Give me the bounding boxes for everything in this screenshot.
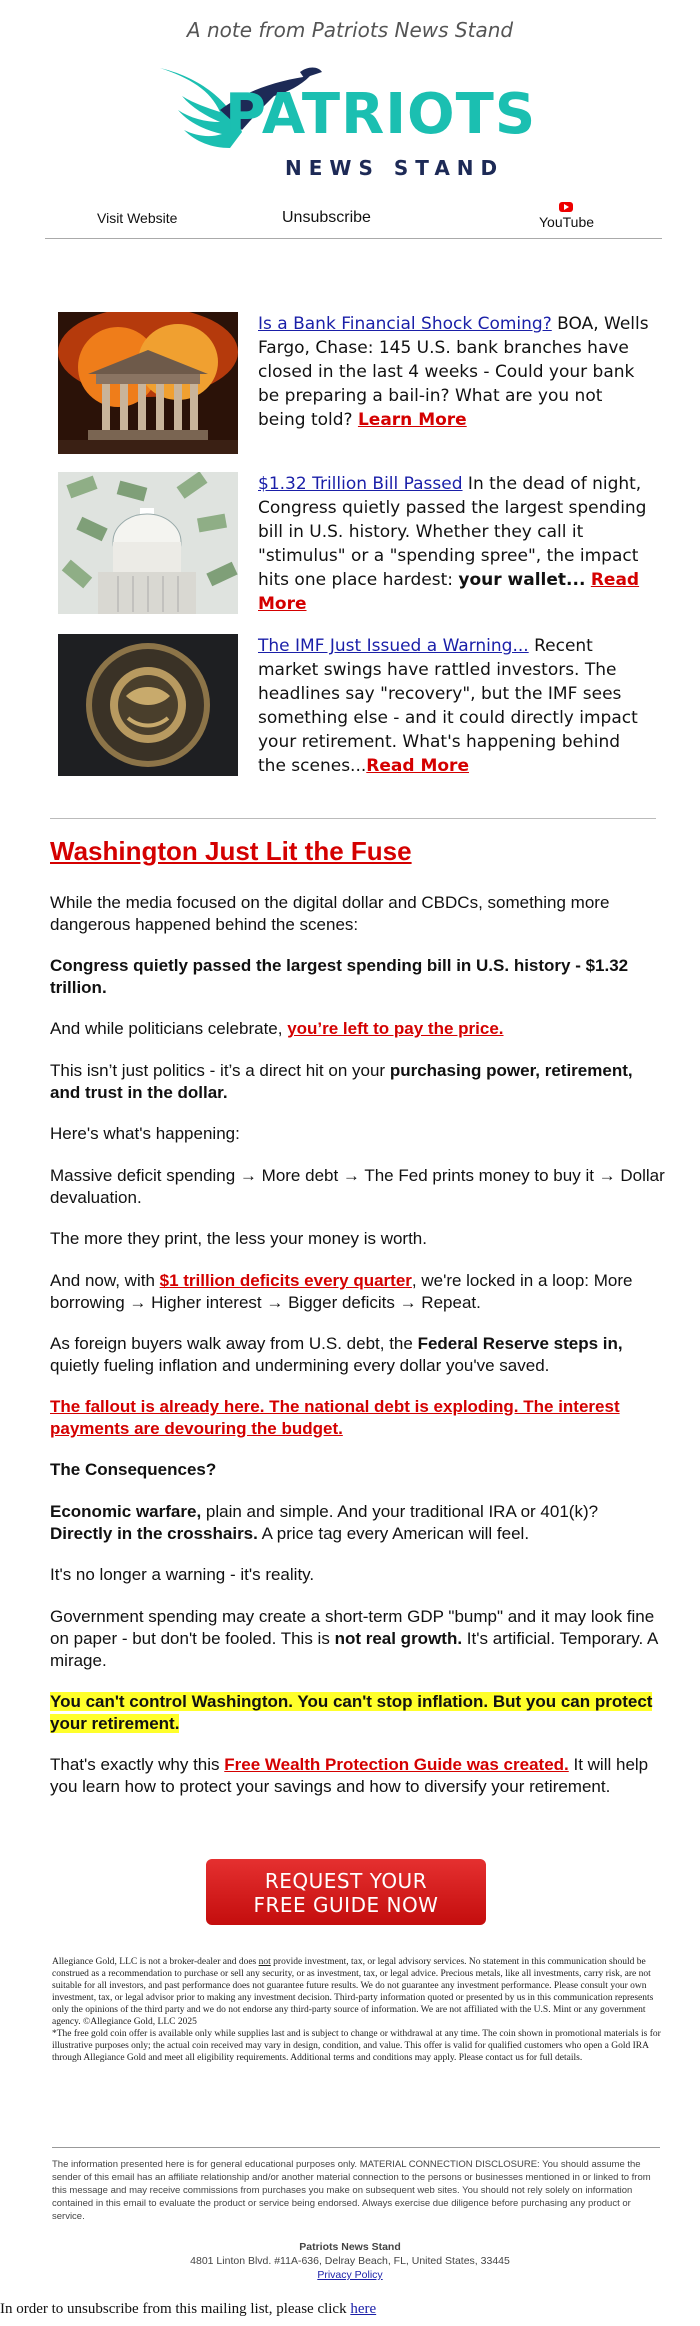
header-note: A note from Patriots News Stand [186, 18, 514, 42]
article-title-link[interactable]: Is a Bank Financial Shock Coming? [258, 314, 552, 334]
header-divider [45, 238, 662, 239]
paragraph [50, 1396, 665, 1440]
paragraph: And now, with $1 trillion deficits every quarter, we're locked in a loop: More borrowing → Higher interest → Bigger deficits → Repeat. [50, 1271, 633, 1312]
paragraph: It's no longer a warning - it's reality. [50, 1565, 315, 1584]
paragraph: Government spending may create a short-term GDP "bump" and it may look fine on paper - but don't be fooled. This is not real growth. It's artificial. Temporary. A mirage. [50, 1607, 658, 1670]
footer-name: Patriots News Stand [299, 2241, 401, 2253]
paragraph: That's exactly why this Free Wealth Protection Guide was created. It will help you learn how to protect your savings and how to diversify your retirement. [50, 1755, 649, 1796]
article-thumbnail[interactable] [58, 472, 238, 614]
disclosure-text: The information presented here is for general educational purposes only. MATERIAL CONNECTION DISCLOSURE: You should assume the sender of this email has an affiliate relationship and/or another material connection to the persons or businesses mentioned in or linked to from this message and may receive commissions from purchases you make on subsequent web sites. You should not rely solely on information contained in this email to evaluate the product or service being endorsed. Always exercise due diligence before purchasing any product or service. [52, 2159, 651, 2222]
paragraph: And while politicians celebrate, you’re left to pay the price. [50, 1019, 504, 1038]
article-body: BOA, Wells Fargo, Chase: 145 U.S. bank branches have closed in the last 4 weeks - Could your bank be preparing a bail-in? What are you not being told? [258, 314, 649, 430]
paragraph: As foreign buyers walk away from U.S. debt, the Federal Reserve steps in, quietly fueling inflation and undermining every dollar you've saved. [50, 1334, 623, 1375]
article-card [58, 312, 658, 462]
request-guide-button[interactable] [206, 1859, 486, 1925]
section-divider [50, 818, 656, 819]
inline-link[interactable]: you’re left to pay the price. [287, 1019, 504, 1038]
cta-line-1: REQUEST YOUR [264, 1869, 428, 1893]
article-body-bold: your wallet... [458, 570, 586, 590]
article-text [258, 634, 653, 778]
main-headline-link[interactable]: Washington Just Lit the Fuse [50, 836, 412, 866]
visit-website-link[interactable]: Visit Website [97, 210, 178, 226]
read-more-link[interactable]: Read More [366, 756, 469, 776]
paragraph: The more they print, the less your money is worth. [50, 1229, 427, 1248]
paragraph: While the media focused on the digital dollar and CBDCs, something more dangerous happened behind the scenes: [50, 893, 610, 934]
paragraph: Economic warfare, plain and simple. And your traditional IRA or 401(k)? Directly in the crosshairs. A price tag every American will feel. [50, 1502, 599, 1543]
header-nav [45, 202, 655, 232]
inline-link[interactable]: Free Wealth Protection Guide was created. [224, 1755, 569, 1774]
cta-line-2: FREE GUIDE NOW [253, 1893, 439, 1917]
paragraph: Here's what's happening: [50, 1124, 240, 1143]
youtube-link[interactable]: YouTube [539, 214, 595, 230]
learn-more-link[interactable]: Learn More [357, 410, 467, 430]
article-text [258, 472, 653, 616]
paragraph: The Consequences? [50, 1460, 217, 1479]
paragraph: This isn’t just politics - it’s a direct hit on your purchasing power, retirement, and trust in the dollar. [50, 1061, 633, 1102]
paragraph: Congress quietly passed the largest spending bill in U.S. history - $1.32 trillion. [50, 956, 629, 997]
inline-link[interactable]: The fallout is already here. The national debt is exploding. The interest payments are devouring the budget. [50, 1397, 620, 1438]
youtube-icon[interactable] [559, 202, 573, 212]
article-card [58, 472, 658, 622]
article-title-link[interactable]: $1.32 Trillion Bill Passed [258, 474, 463, 494]
article-body: Recent market swings have rattled investors. The headlines say "recovery", but the IMF sees something else - and it could directly impact your retirement. What's happening behind the scenes... [258, 636, 638, 776]
brand-subtitle: NEWS STAND [285, 156, 505, 180]
inline-link[interactable]: $1 trillion deficits every quarter [159, 1271, 412, 1290]
footer [0, 2240, 700, 2282]
unsubscribe-link[interactable]: Unsubscribe [282, 209, 371, 226]
footer-address: 4801 Linton Blvd. #11A-636, Delray Beach, FL, United States, 33445 [190, 2255, 510, 2267]
article-body: In the dead of night, Congress quietly passed the largest spending bill in U.S. history. Whether they call it "stimulus" or a "spending spree", the impact hits one place hardest: [258, 474, 647, 590]
article-text [258, 312, 653, 432]
legal-text: Allegiance Gold, LLC is not a broker-dealer and does not provide investment, tax, or legal advisory services. No statement in this communication should be construed as a recommendation to purchase or sell any security, or as investment, tax, or legal advice. Precious metals, like all investments, carry risk, are not suitable for all investors, and past performance does not guarantee future results. We do not guarantee any investment performance. Please consult your own investment, tax, or legal advisor prior to making any investment decision. Third-party information quoted or presented by us in this communication represents only the opinions of the third party and we do not endorse any third-party source of information. We are not affiliated with the U.S. Mint or any government agency. ©Allegiance Gold, LLC 2025 *The free gold coin offer is available only while supplies last and is subject to change or withdrawal at any time. The coin shown in promotional materials is for illustrative purposes only; the actual coin received may vary in design, condition, and value. This offer is valid for qualified customers who open a Gold IRA through Allegiance Gold and meet all eligibility requirements. Additional terms and conditions may apply. Please contact us for full details. [52, 1957, 661, 2063]
brand-name: PATRIOTS [225, 82, 537, 147]
article-title-link[interactable]: The IMF Just Issued a Warning... [258, 636, 529, 656]
read-more-link[interactable]: Read More [258, 570, 640, 614]
article-card [58, 634, 658, 784]
unsubscribe-here-link[interactable]: here [350, 2301, 377, 2317]
highlight-paragraph: You can't control Washington. You can't stop inflation. But you can protect your retirement. [50, 1692, 653, 1733]
article-thumbnail[interactable] [58, 634, 238, 776]
privacy-policy-link[interactable]: Privacy Policy [317, 2269, 383, 2281]
footer-divider [52, 2147, 660, 2148]
unsubscribe-line: In order to unsubscribe from this mailing list, please click here [0, 2301, 377, 2317]
article-thumbnail[interactable] [58, 312, 238, 454]
paragraph: Massive deficit spending → More debt → The Fed prints money to buy it → Dollar devaluation. [50, 1166, 665, 1207]
